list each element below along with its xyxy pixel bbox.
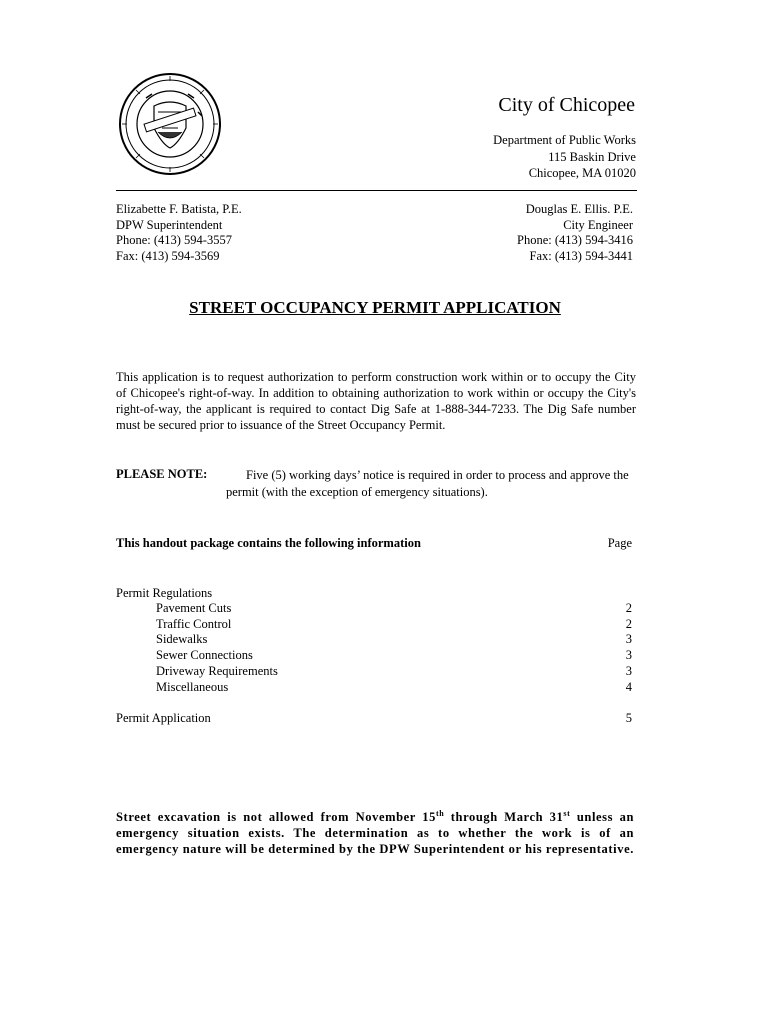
- intro-paragraph: This application is to request authorization to perform construction work within or to occupy the City of Chicopee's right-of-way. In addition to obtaining authorization to work within or occupy the City's right-of-way, the applicant is required to contact Dig Safe at 1-888-344-7233. The Dig Safe number must be secured prior to issuance of the Street Occupancy Permit.: [116, 370, 636, 432]
- contents-heading: This handout package contains the following information: [116, 536, 421, 550]
- toc-page: 2: [625, 617, 632, 631]
- contact-phone: Phone: (413) 594-3557: [116, 233, 232, 247]
- contact-name: Elizabette F. Batista, P.E.: [116, 202, 242, 216]
- warning-sup-2: st: [563, 809, 571, 818]
- permit-application-item: Permit Application: [116, 711, 211, 725]
- city-seal-logo: [118, 72, 222, 176]
- toc-row: [156, 632, 632, 648]
- toc-label: Traffic Control: [156, 617, 232, 631]
- contact-fax: Fax: (413) 594-3569: [116, 248, 220, 263]
- toc-page: 4: [625, 680, 632, 694]
- warning-text-3: unless an emergency situation exists. The determination as to whether the work is of an emergency nature will be determined by the DPW Superintendent or his representative.: [116, 810, 635, 857]
- document-title: STREET OCCUPANCY PERMIT APPLICATION: [189, 298, 561, 317]
- city-state-zip: Chicopee, MA 01020: [528, 166, 636, 180]
- toc-label: Driveway Requirements: [156, 664, 278, 678]
- warning-sup-1: th: [435, 809, 445, 818]
- toc-row: [156, 617, 632, 633]
- permit-application-page: 5: [625, 711, 632, 725]
- note-text: Five (5) working days’ notice is required in order to process and approve the permit (with the exception of emergency situations).: [226, 468, 629, 499]
- department-address: [493, 132, 636, 182]
- contact-role: City Engineer: [563, 217, 633, 232]
- regulations-heading: Permit Regulations: [116, 586, 213, 600]
- toc-page: 3: [625, 648, 632, 662]
- toc-row: [156, 680, 632, 696]
- contact-name: Douglas E. Ellis. P.E.: [525, 202, 633, 216]
- header-divider: [116, 190, 637, 191]
- toc-row: [156, 664, 632, 680]
- page-column-label: Page: [607, 536, 632, 550]
- contact-fax: Fax: (413) 594-3441: [529, 248, 633, 263]
- toc-page: 3: [625, 664, 632, 678]
- contact-role: DPW Superintendent: [116, 217, 223, 232]
- excavation-warning: [116, 806, 634, 857]
- toc-label: Pavement Cuts: [156, 601, 232, 615]
- contact-phone: Phone: (413) 594-3416: [517, 233, 633, 247]
- warning-text-2: through March 31: [444, 810, 564, 825]
- note-label: PLEASE NOTE:: [116, 467, 208, 481]
- city-name: City of Chicopee: [498, 94, 635, 116]
- toc-row: [156, 648, 632, 664]
- warning-text-1: Street excavation is not allowed from November 15: [116, 810, 436, 825]
- superintendent-contact: [116, 202, 242, 264]
- toc-label: Sidewalks: [156, 632, 208, 646]
- toc-page: 2: [625, 601, 632, 615]
- engineer-contact: [517, 202, 633, 264]
- toc-label: Miscellaneous: [156, 680, 229, 694]
- toc-row: [156, 601, 632, 617]
- toc-label: Sewer Connections: [156, 648, 253, 662]
- toc-page: 3: [625, 632, 632, 646]
- department-name: Department of Public Works: [493, 133, 636, 147]
- street-address: 115 Baskin Drive: [548, 149, 636, 164]
